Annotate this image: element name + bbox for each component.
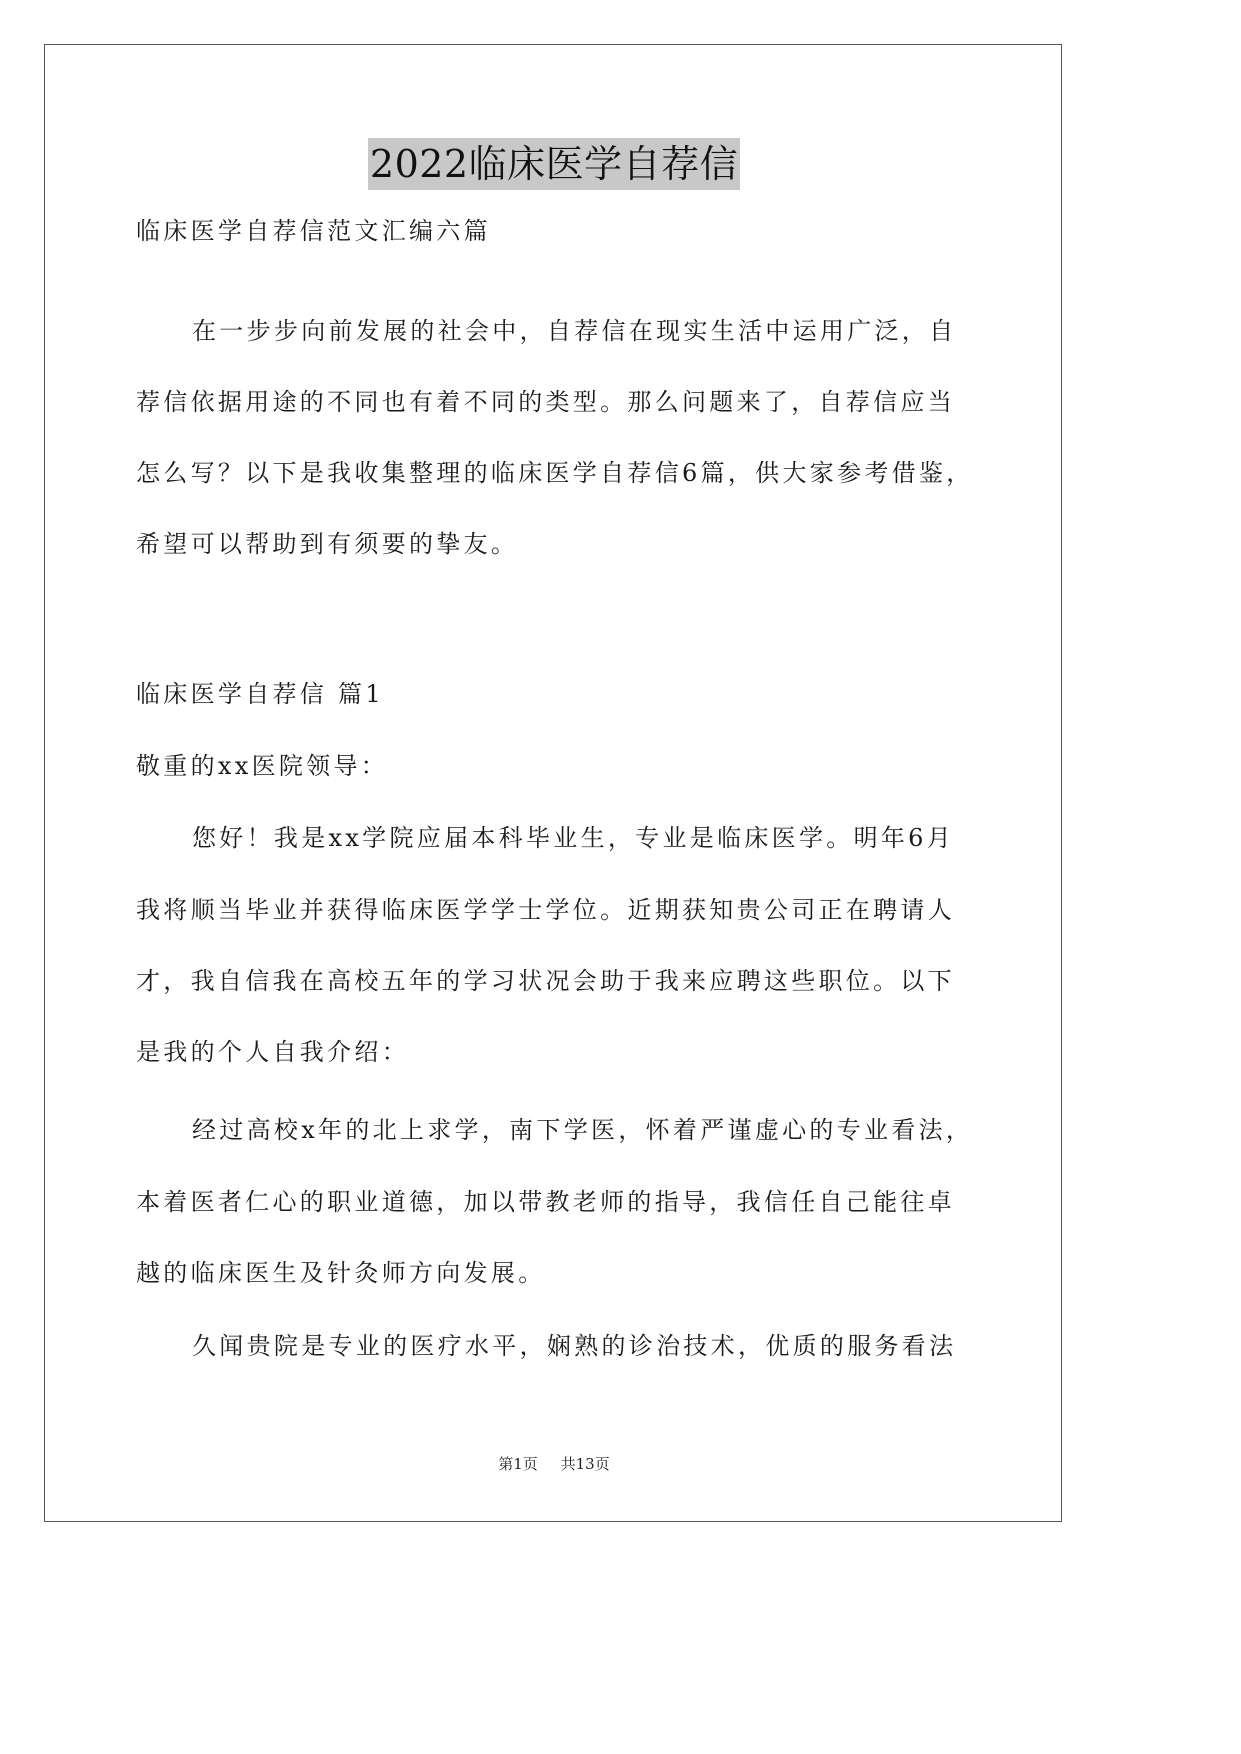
paragraph3-line-1: 久闻贵院是专业的医疗水平，娴熟的诊治技术，优质的服务看法	[192, 1332, 957, 1360]
page-total: 共13页	[560, 1455, 610, 1473]
page-footer	[0, 1453, 1108, 1475]
paragraph1-line-2: 我将顺当毕业并获得临床医学学士学位。近期获知贵公司正在聘请人	[136, 896, 955, 924]
intro-line-4: 希望可以帮助到有须要的挚友。	[136, 530, 519, 558]
intro-line-3: 怎么写？以下是我收集整理的临床医学自荐信6篇，供大家参考借鉴，	[136, 459, 974, 487]
section-heading: 临床医学自荐信 篇1	[136, 680, 384, 708]
page-number: 第1页	[498, 1455, 538, 1473]
paragraph1-line-4: 是我的个人自我介绍：	[136, 1038, 409, 1066]
paragraph2-line-3: 越的临床医生及针灸师方向发展。	[136, 1259, 546, 1287]
paragraph1-line-3: 才，我自信我在高校五年的学习状况会助于我来应聘这些职位。以下	[136, 967, 955, 995]
paragraph2-line-2: 本着医者仁心的职业道德，加以带教老师的指导，我信任自己能往卓	[136, 1188, 955, 1216]
intro-line-2: 荐信依据用途的不同也有着不同的类型。那么问题来了，自荐信应当	[136, 388, 955, 416]
document-subtitle: 临床医学自荐信范文汇编六篇	[136, 217, 491, 245]
salutation: 敬重的xx医院领导：	[136, 752, 389, 780]
paragraph2-line-1: 经过高校x年的北上求学，南下学医，怀着严谨虚心的专业看法，	[192, 1116, 974, 1144]
intro-line-1: 在一步步向前发展的社会中，自荐信在现实生活中运用广泛，自	[192, 317, 957, 345]
paragraph1-line-1: 您好！我是xx学院应届本科毕业生，专业是临床医学。明年6月	[192, 824, 955, 852]
page-border	[44, 44, 1062, 1522]
title-container	[0, 138, 1108, 190]
document-title: 2022临床医学自荐信	[368, 138, 740, 190]
